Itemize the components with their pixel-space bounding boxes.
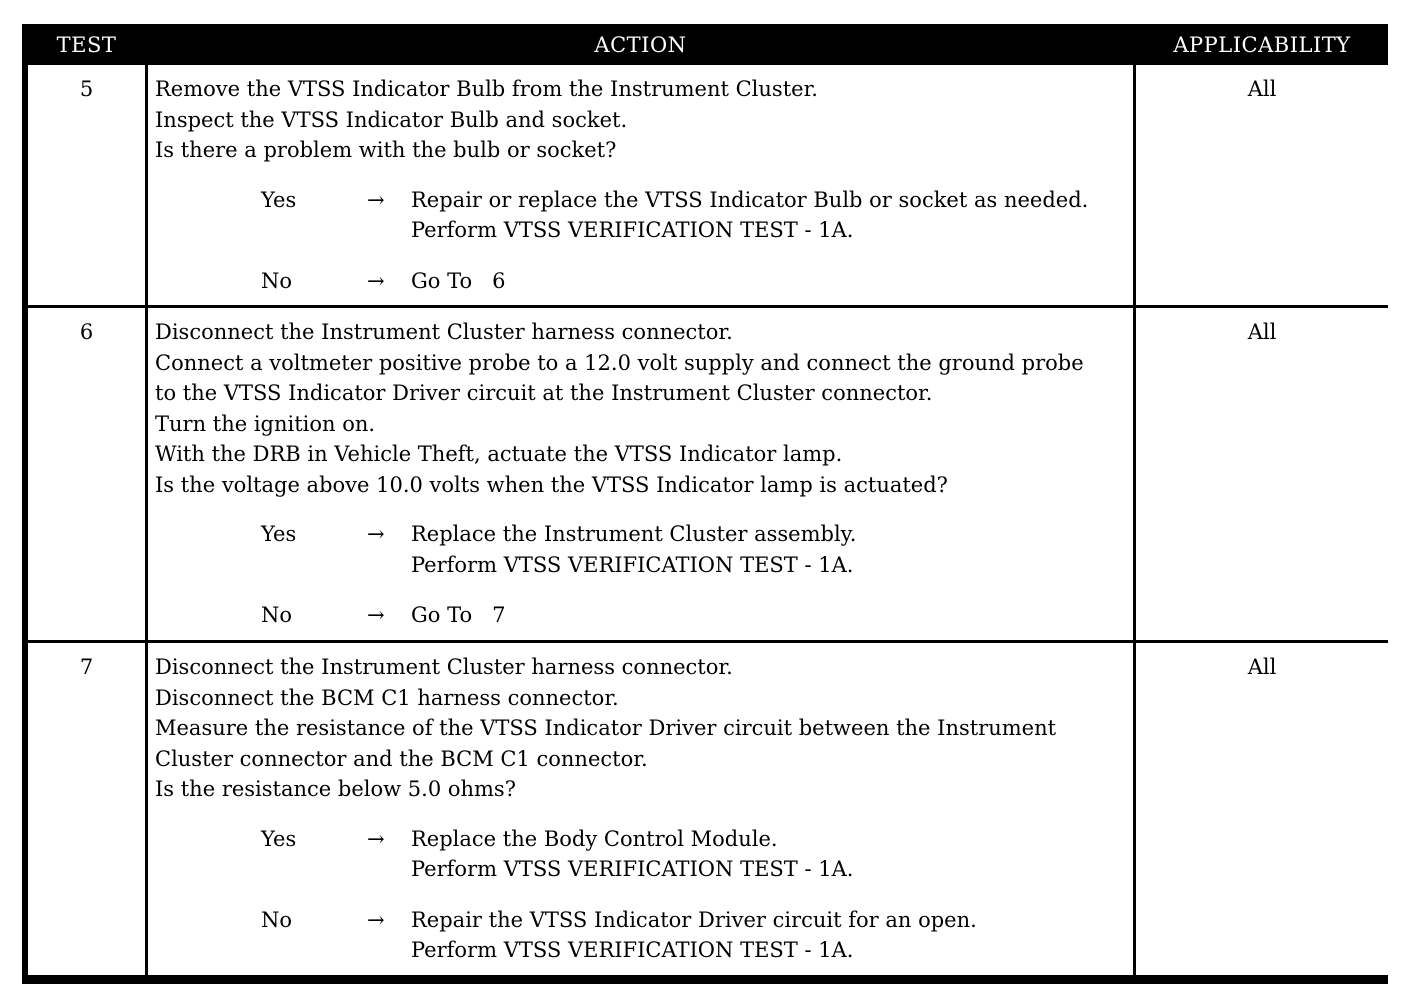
yes-result [411, 185, 1127, 246]
yes-outcome [261, 519, 1127, 580]
action-step: Is there a problem with the bulb or socket? [155, 138, 617, 162]
no-result [411, 600, 1127, 631]
test-number: 5 [28, 65, 145, 305]
right-arrow-icon: → [367, 826, 385, 851]
result-line: Go To 6 [411, 268, 506, 293]
test-number: 6 [28, 308, 145, 640]
action-step: Disconnect the BCM C1 harness connector. [155, 685, 619, 710]
result-line: Perform VTSS VERIFICATION TEST - 1A. [411, 938, 854, 962]
applicability-value: All [1136, 65, 1388, 305]
diagnostic-test-table [22, 24, 1388, 984]
right-arrow-icon: → [367, 522, 385, 546]
yes-label: Yes [261, 187, 297, 212]
yes-label: Yes [261, 826, 297, 851]
result-line: Perform VTSS VERIFICATION TEST - 1A. [411, 552, 854, 577]
no-label: No [261, 907, 293, 932]
yes-outcome [261, 185, 1127, 246]
no-outcome [261, 905, 1127, 966]
yes-result [411, 824, 1127, 885]
action-step: With the DRB in Vehicle Theft, actuate the VTSS Indicator lamp. [155, 442, 843, 466]
header-action: ACTION [594, 32, 687, 57]
result-line: Perform VTSS VERIFICATION TEST - 1A. [411, 857, 854, 881]
table-header [28, 24, 1382, 65]
applicability-value: All [1136, 643, 1388, 975]
action-cell [148, 643, 1133, 975]
action-step: Measure the resistance of the VTSS Indicator Driver circuit between the Instrument [155, 716, 1057, 740]
right-arrow-icon: → [367, 907, 385, 932]
table-body [28, 65, 1382, 975]
no-outcome [261, 266, 1127, 297]
action-step: to the VTSS Indicator Driver circuit at the Instrument Cluster connector. [155, 381, 933, 405]
action-step: Is the resistance below 5.0 ohms? [155, 777, 516, 801]
table-row [28, 643, 1382, 975]
no-result [411, 266, 1127, 297]
no-outcome [261, 600, 1127, 631]
result-line: Replace the Body Control Module. [411, 826, 778, 851]
header-test: TEST [56, 32, 117, 57]
yes-label: Yes [261, 522, 297, 546]
no-label: No [261, 603, 293, 627]
table-row [28, 65, 1382, 305]
action-step: Disconnect the Instrument Cluster harness connector. [155, 655, 733, 679]
right-arrow-icon: → [367, 268, 385, 293]
header-applicability: APPLICABILITY [1173, 32, 1351, 57]
right-arrow-icon: → [367, 603, 385, 627]
yes-result [411, 519, 1127, 580]
no-result [411, 905, 1127, 966]
result-line: Repair the VTSS Indicator Driver circuit for an open. [411, 907, 977, 932]
result-line: Perform VTSS VERIFICATION TEST - 1A. [411, 218, 854, 242]
action-cell [148, 65, 1133, 305]
right-arrow-icon: → [367, 187, 385, 212]
applicability-value: All [1136, 308, 1388, 640]
action-step: Inspect the VTSS Indicator Bulb and socket. [155, 107, 628, 132]
result-line: Repair or replace the VTSS Indicator Bulb or socket as needed. [411, 187, 1089, 212]
result-line: Go To 7 [411, 603, 506, 627]
table-row [28, 308, 1382, 640]
action-step: Turn the ignition on. [155, 411, 376, 436]
action-step: Connect a voltmeter positive probe to a 12.0 volt supply and connect the ground probe [155, 350, 1084, 375]
yes-outcome [261, 824, 1127, 885]
test-number: 7 [28, 643, 145, 975]
action-step: Disconnect the Instrument Cluster harness connector. [155, 320, 733, 344]
action-step: Remove the VTSS Indicator Bulb from the Instrument Cluster. [155, 77, 818, 101]
action-step: Cluster connector and the BCM C1 connector. [155, 746, 648, 771]
no-label: No [261, 268, 293, 293]
action-step: Is the voltage above 10.0 volts when the VTSS Indicator lamp is actuated? [155, 472, 948, 497]
action-cell [148, 308, 1133, 640]
result-line: Replace the Instrument Cluster assembly. [411, 522, 857, 546]
